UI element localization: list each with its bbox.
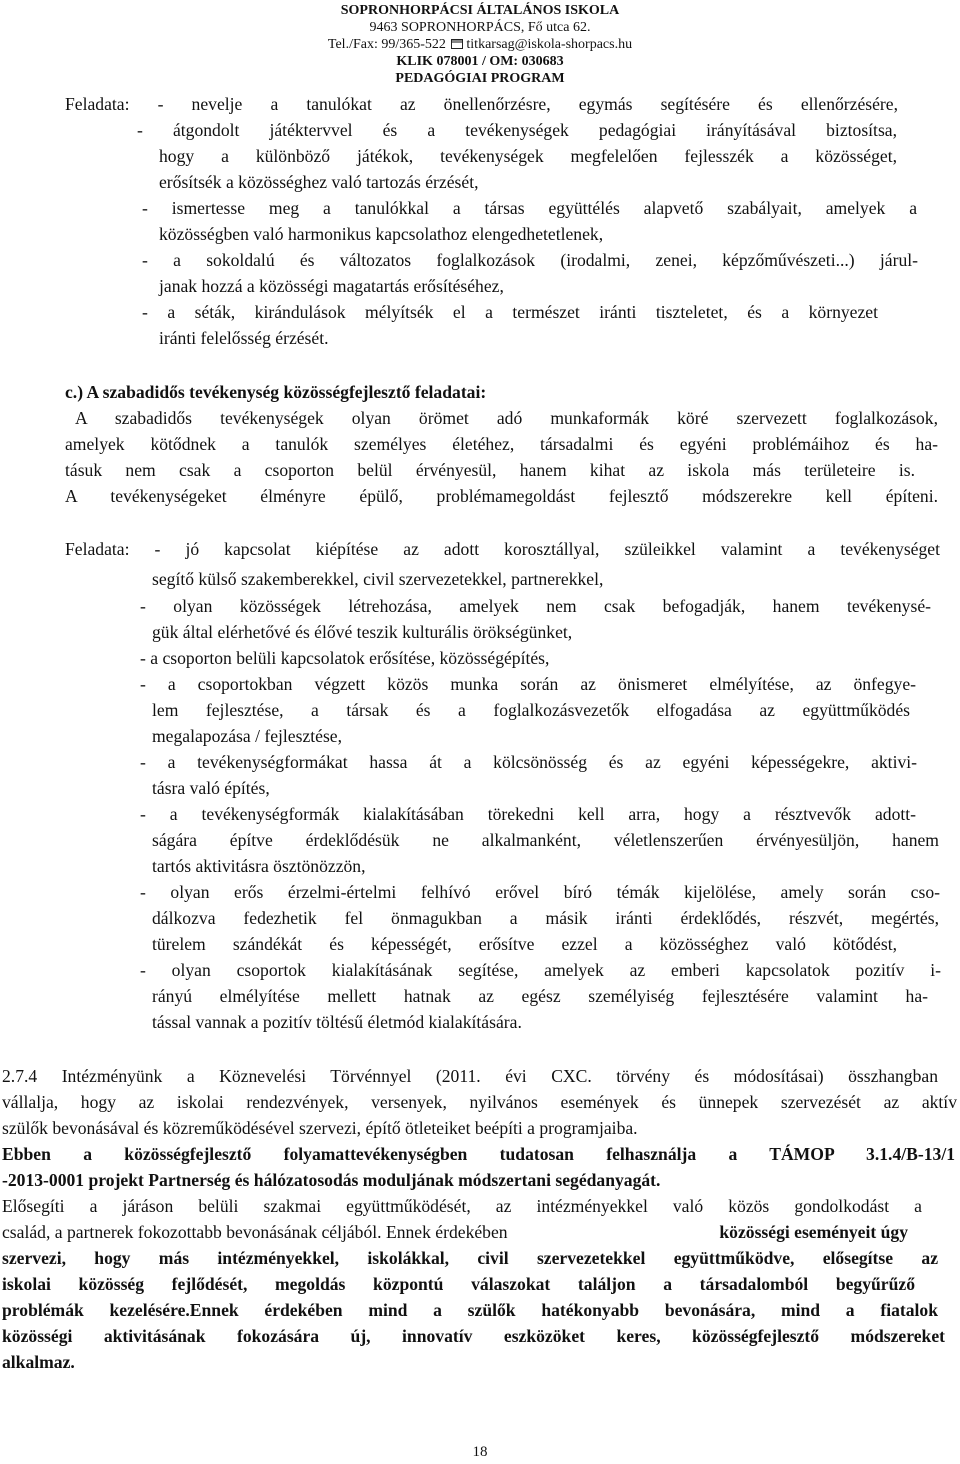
bold-span: közösségi eseményeit úgy [719,1222,908,1242]
text-line: szülők bevonásával és közreműködésével szervezi, építő ötleteiket beépíti a programjaiba. [2,1118,638,1138]
text-line: közösségben való harmonikus kapcsolathoz elengedhetetlenek, [159,224,604,244]
text-line: A tevékenységeket élményre épülő, problémamegoldást fejlesztő módszerekre kell építeni. [65,486,938,506]
text-line: tásuk nem csak a csoporton belül érvényesül, hanem kihat az iskola más területeire is. [65,460,915,480]
text-line: tartós aktivitásra ösztönözzön, [152,856,366,876]
mixed-line [2,1220,908,1244]
text-line: - ismertesse meg a tanulókkal a társas együttélés alapvető szabályait, amelyek a [142,198,917,218]
text-line: amelyek kötődnek a tanulók személyes életéhez, társadalmi és egyéni problémáihoz és ha- [65,434,938,454]
bold-line: szervezi, hogy más intézményekkel, iskolákkal, civil szervezetekkel együttműködve, elősegítse az [2,1248,938,1268]
text-line: tással vannak a pozitív töltésű életmód kialakítására. [152,1012,522,1032]
text-line: - a sokoldalú és változatos foglalkozások (irodalmi, zenei, képzőművészeti...) járul- [142,250,918,270]
text-line: erősítsék a közösséghez való tartozás érzését, [159,172,479,192]
text-line: Feladata: - jó kapcsolat kiépítése az adott korosztállyal, szüleikkel valamint a tevékenységet [65,539,940,559]
bold-line: közösségi aktivitásának fokozására új, innovatív eszközöket keres, közösségfejlesztő módszereket [2,1326,945,1346]
text-line: - olyan erős érzelmi-értelmi felhívó erővel bíró témák kijelölése, amely során cso- [140,882,940,902]
text-line: A szabadidős tevékenységek olyan örömet adó munkaformák köré szervezett foglalkozások, [75,408,938,428]
text-line: - a tevékenységformák kialakításában törekedni kell arra, hogy a résztvevők adott- [140,804,916,824]
text-line: türelem szándékát és képességét, erősítve ezzel a közösséghez való kötődést, [152,934,897,954]
bold-line: alkalmaz. [2,1352,75,1372]
text-line: lem fejlesztése, a társak és a foglalkozásvezetők elfogadása az együttműködés [152,700,910,720]
contact-tel: Tel./Fax: 99/365-522 [327,37,446,52]
text-line: tásra való építés, [152,778,270,798]
text-line: - átgondolt játéktervvel és a tevékenységek pedagógiai irányításával biztosítsa, [137,120,897,140]
page-number: 18 [472,1444,488,1460]
school-ids: KLIK 078001 / OM: 030683 [396,54,564,69]
text-line: rányú elmélyítése mellett hatnak az egész személyiség fejlesztésére valamint ha- [152,986,928,1006]
school-name: SOPRONHORPÁCSI ÁLTALÁNOS ISKOLA [340,3,620,18]
text-line: vállalja, hogy az iskolai rendezvények, versenyek, nyilvános események és ünnepek szervezését az aktív [2,1092,957,1112]
text-line: janak hozzá a közösségi magatartás erősítéséhez, [159,276,504,296]
text-line: hogy a különböző játékok, tevékenységek megfelelően fejlesszék a közösséget, [159,146,897,166]
text-line: 2.7.4 Intézményünk a Köznevelési Törvénnyel (2011. évi CXC. törvény és módosításai) összhangban [2,1066,938,1086]
text-line: segítő külső szakemberekkel, civil szervezetekkel, partnerekkel, [152,569,604,589]
text-line: ságára építve érdeklődésük ne alkalmanként, véletlenszerűen érvényesüljön, hanem [152,830,939,850]
text-span: család, a partnerek fokozottabb bevonásának céljából. Ennek érdekében [2,1222,508,1242]
text-line: gük által elérhetővé és élővé teszik kulturális örökségünket, [152,622,573,642]
bold-line: -2013-0001 projekt Partnerség és hálózatosodás moduljának módszertani segédanyagát. [2,1170,661,1190]
text-line: - a csoporton belüli kapcsolatok erősítése, közösségépítés, [140,648,550,668]
mail-icon [451,39,463,49]
text-line: - olyan csoportok kialakításának segítése, amelyek az emberi kapcsolatok pozitív i- [140,960,941,980]
text-line: - olyan közösségek létrehozása, amelyek nem csak befogadják, hanem tevékenysé- [140,596,931,616]
text-line: megalapozása / fejlesztése, [152,726,343,746]
document-title: PEDAGÓGIAI PROGRAM [395,71,565,86]
text-line: iránti felelősség érzését. [159,328,329,348]
text-line: dálkozva fedezhetik fel önmagukban a másik iránti érdeklődés, részvét, megértés, [152,908,939,928]
text-line: - a csoportokban végzett közös munka során az önismeret elmélyítése, az önfegye- [140,674,916,694]
section-heading: c.) A szabadidős tevékenység közösségfejlesztő feladatai: [65,382,487,402]
contact-email: titkarsag@iskola-shorpacs.hu [466,37,633,52]
text-line: - a tevékenységformákat hassa át a kölcsönösség és az egyéni képességekre, aktivi- [140,752,917,772]
school-address: 9463 SOPRONHORPÁCS, Fő utca 62. [369,20,591,35]
text-line: Feladata: - nevelje a tanulókat az önellenőrzésre, egymás segítésére és ellenőrzésére, [65,94,898,114]
school-contact [0,36,960,53]
bold-line: Ebben a közösségfejlesztő folyamattevékenységben tudatosan felhasználja a TÁMOP 3.1.4/B-13/1 [2,1144,955,1164]
bold-line: iskolai közösség fejlődését, megoldás központú válaszokat találjon a társadalomból begyűrűző [2,1274,915,1294]
text-line: - a séták, kirándulások mélyítsék el a természet iránti tiszteletet, és a környezet [142,302,878,322]
bold-line: problémák kezelésére.Ennek érdekében mind a szülők hatékonyabb bevonására, mind a fiatalok [2,1300,938,1320]
text-line: Elősegíti a járáson belüli szakmai együttműködését, az intézményekkel való közös gondolkodást a [2,1196,922,1216]
